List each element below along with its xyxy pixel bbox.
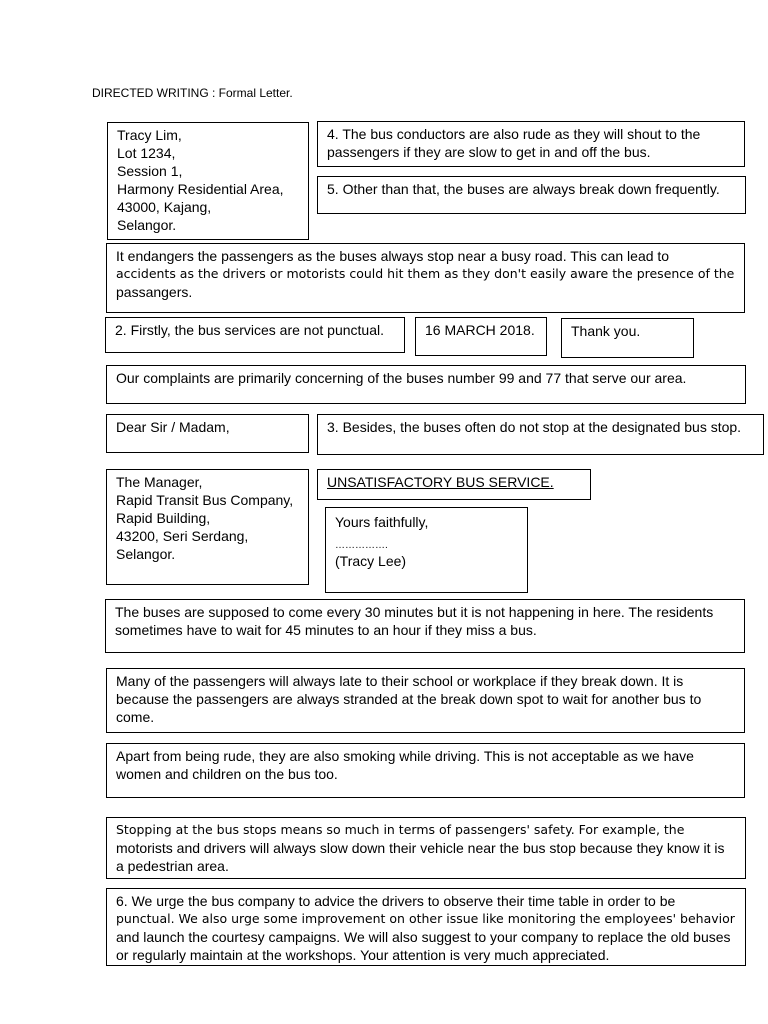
recipient-address-box — [106, 469, 309, 585]
signature-dots: ……………. — [335, 540, 388, 551]
date-box — [415, 317, 547, 356]
schedule-box — [105, 599, 745, 653]
sender-address-box — [107, 122, 309, 240]
signature-name: (Tracy Lee) — [335, 553, 407, 569]
complaints-text: Our complaints are primarily concerning of the buses number 99 and 77 that serve our area. — [116, 370, 687, 386]
closing-line: Yours faithfully, — [335, 514, 429, 530]
sender-address-line: Session 1, — [117, 163, 183, 179]
point3-text: 3. Besides, the buses often do not stop at the designated bus stop. — [327, 419, 742, 435]
point4-text: 4. The bus conductors are also rude as they will shout to the passengers if they are slow to get in and off the bus. — [327, 126, 701, 160]
sender-address-line: 43000, Kajang, — [117, 199, 212, 215]
smoking-box — [106, 743, 745, 798]
salutation-text: Dear Sir / Madam, — [116, 419, 230, 435]
sender-address-line: Tracy Lim, — [117, 127, 182, 143]
point6-line-2: punctual. We also urge some improvement on other issue like monitoring the employees' behavior — [116, 911, 735, 926]
worksheet-title: DIRECTED WRITING : Formal Letter. — [92, 86, 293, 100]
point6-line-1: 6. We urge the bus company to advice the drivers to observe their time table in order to be — [116, 893, 676, 909]
safety-box — [106, 817, 746, 879]
subject-box — [317, 469, 591, 500]
point4-box — [317, 121, 745, 167]
late-box — [106, 668, 745, 733]
recipient-address-line: Selangor. — [116, 546, 176, 562]
point3-box — [317, 414, 764, 455]
recipient-address-line: Rapid Building, — [116, 510, 211, 526]
point5-box — [317, 176, 746, 214]
recipient-address-line: Rapid Transit Bus Company, — [116, 492, 294, 508]
point6-text: and launch the courtesy campaigns. We will also suggest to your company to replace the old buses or regularly maintain at the workshops. Your attention is very much appreciated. — [116, 929, 731, 963]
point2-box — [105, 317, 405, 353]
point2-text: 2. Firstly, the bus services are not punctual. — [115, 322, 384, 338]
thanks-box — [561, 318, 694, 358]
late-text: Many of the passengers will always late to their school or workplace if they break down. It is because the passengers are always stranded at the break down spot to wait for another bus to come. — [116, 673, 702, 725]
point6-box — [106, 888, 746, 966]
safety-text: motorists and drivers will always slow down their vehicle near the bus stop because they know it is a pedestrian area. — [116, 840, 725, 874]
salutation-box — [106, 414, 309, 453]
endanger-line-3: passangers. — [116, 284, 193, 300]
closing-box — [325, 507, 528, 593]
sender-address-line: Harmony Residential Area, — [117, 181, 284, 197]
subject-text: UNSATISFACTORY BUS SERVICE. — [327, 474, 554, 490]
schedule-text: The buses are supposed to come every 30 minutes but it is not happening in here. The residents sometimes have to wait for 45 minutes to an hour if they miss a bus. — [115, 604, 714, 638]
safety-line-1: Stopping at the bus stops means so much in terms of passengers' safety. For example, the — [116, 822, 685, 837]
point5-text: 5. Other than that, the buses are always break down frequently. — [327, 181, 720, 197]
recipient-address-line: 43200, Seri Serdang, — [116, 528, 249, 544]
endanger-line-1: It endangers the passengers as the buses always stop near a busy road. This can lead to — [116, 248, 670, 264]
sender-address-line: Selangor. — [117, 217, 177, 233]
complaints-box — [106, 365, 746, 404]
smoking-text: Apart from being rude, they are also smoking while driving. This is not acceptable as we have women and children on the bus too. — [116, 748, 694, 782]
recipient-address-line: The Manager, — [116, 474, 203, 490]
endanger-box — [106, 243, 745, 313]
sender-address-line: Lot 1234, — [117, 145, 176, 161]
date-text: 16 MARCH 2018. — [425, 322, 535, 338]
thanks-text: Thank you. — [571, 323, 641, 339]
endanger-line-2: accidents as the drivers or motorists could hit them as they don't easily aware the presence of the — [116, 266, 735, 281]
